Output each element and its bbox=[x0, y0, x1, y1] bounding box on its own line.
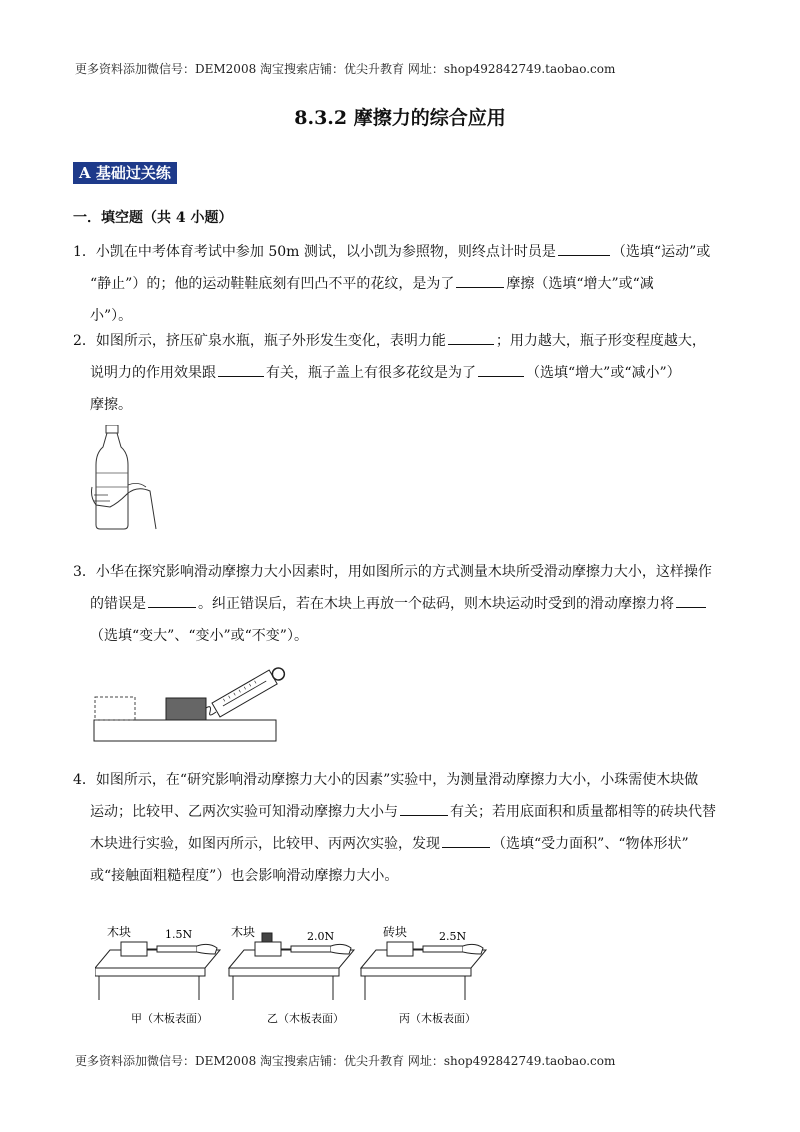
force-reading: 2.0N bbox=[307, 930, 335, 943]
page-title: 8.3.2 摩擦力的综合应用 bbox=[294, 107, 506, 129]
page-footer: 更多资料添加微信号：DEM2008 淘宝搜索店铺：优尖升教育 网址：shop492842749.taobao.com bbox=[75, 1054, 616, 1068]
q4-text: （选填“受力面积”、“物体形状” bbox=[492, 836, 689, 852]
q1-text: 1．小凯在中考体育考试中参加 50m 测试，以小凯为参照物，则终点计时员是 bbox=[73, 244, 556, 260]
q2-text: 说明力的作用效果跟 bbox=[90, 365, 216, 381]
bottle-figure bbox=[88, 425, 158, 533]
q2-text: （选填“增大”或“减小”） bbox=[526, 365, 681, 381]
q2-text: 2．如图所示，挤压矿泉水瓶，瓶子外形发生变化，表明力能 bbox=[73, 333, 446, 349]
panel-caption: 丙（木板表面） bbox=[399, 1012, 476, 1025]
q1-text: 小”）。 bbox=[90, 308, 133, 324]
answer-blank[interactable] bbox=[448, 330, 494, 345]
q4-text: 或“接触面粗糙程度”）也会影响滑动摩擦力大小。 bbox=[90, 868, 399, 884]
force-reading: 1.5N bbox=[165, 928, 193, 941]
q3-text: 的错误是 bbox=[90, 596, 146, 612]
panel-a bbox=[95, 924, 220, 1025]
answer-blank[interactable] bbox=[676, 593, 706, 608]
answer-blank[interactable] bbox=[218, 362, 264, 377]
q3-text: （选填“变大”、“变小”或“不变”）。 bbox=[90, 628, 308, 644]
question-4 bbox=[73, 764, 733, 892]
page-header: 更多资料添加微信号：DEM2008 淘宝搜索店铺：优尖升教育 网址：shop492842749.taobao.com bbox=[75, 62, 616, 76]
q1-text: （选填“运动”或 bbox=[611, 244, 711, 260]
panel-b bbox=[229, 924, 354, 1025]
panel-caption: 甲（木板表面） bbox=[131, 1012, 208, 1025]
section-tag: A 基础过关练 bbox=[73, 162, 177, 184]
block-label: 木块 bbox=[231, 925, 256, 939]
block-label: 木块 bbox=[107, 925, 132, 939]
panel-c bbox=[361, 924, 486, 1025]
q4-text: 有关；若用底面积和质量都相等的砖块代替 bbox=[450, 804, 716, 820]
spring-scale-figure bbox=[92, 652, 288, 744]
q2-text: 摩擦。 bbox=[90, 397, 132, 413]
panel-caption: 乙（木板表面） bbox=[267, 1012, 344, 1025]
answer-blank[interactable] bbox=[400, 801, 448, 816]
q3-text: 。纠正错误后，若在木块上再放一个砝码，则木块运动时受到的滑动摩擦力将 bbox=[198, 596, 674, 612]
q2-text: ；用力越大，瓶子形变程度越大， bbox=[495, 333, 706, 349]
question-2 bbox=[73, 325, 733, 421]
q2-text: 有关，瓶子盖上有很多花纹是为了 bbox=[266, 365, 476, 381]
question-1 bbox=[73, 236, 733, 332]
q4-text: 木块进行实验，如图丙所示，比较甲、丙两次实验，发现 bbox=[90, 836, 440, 852]
part-heading: 一．填空题（共 4 小题） bbox=[73, 210, 233, 226]
answer-blank[interactable] bbox=[456, 273, 504, 288]
q1-text: “静止”）的；他的运动鞋鞋底刻有凹凸不平的花纹，是为了 bbox=[90, 276, 455, 292]
answer-blank[interactable] bbox=[148, 593, 196, 608]
q4-text: 4．如图所示，在“研究影响滑动摩擦力大小的因素”实验中，为测量滑动摩擦力大小，小珠需使木块做 bbox=[73, 772, 699, 788]
answer-blank[interactable] bbox=[478, 362, 524, 377]
answer-blank[interactable] bbox=[442, 833, 490, 848]
q1-text: 摩擦（选填“增大”或“减 bbox=[506, 276, 654, 292]
force-reading: 2.5N bbox=[439, 930, 467, 943]
block-label: 砖块 bbox=[383, 925, 408, 939]
question-3 bbox=[73, 556, 733, 652]
answer-blank[interactable] bbox=[558, 241, 610, 256]
q4-text: 运动；比较甲、乙两次实验可知滑动摩擦力大小与 bbox=[90, 804, 398, 820]
q3-text: 3．小华在探究影响滑动摩擦力大小因素时，用如图所示的方式测量木块所受滑动摩擦力大小，这样操作 bbox=[73, 564, 712, 580]
friction-experiment-figure bbox=[95, 920, 505, 1026]
